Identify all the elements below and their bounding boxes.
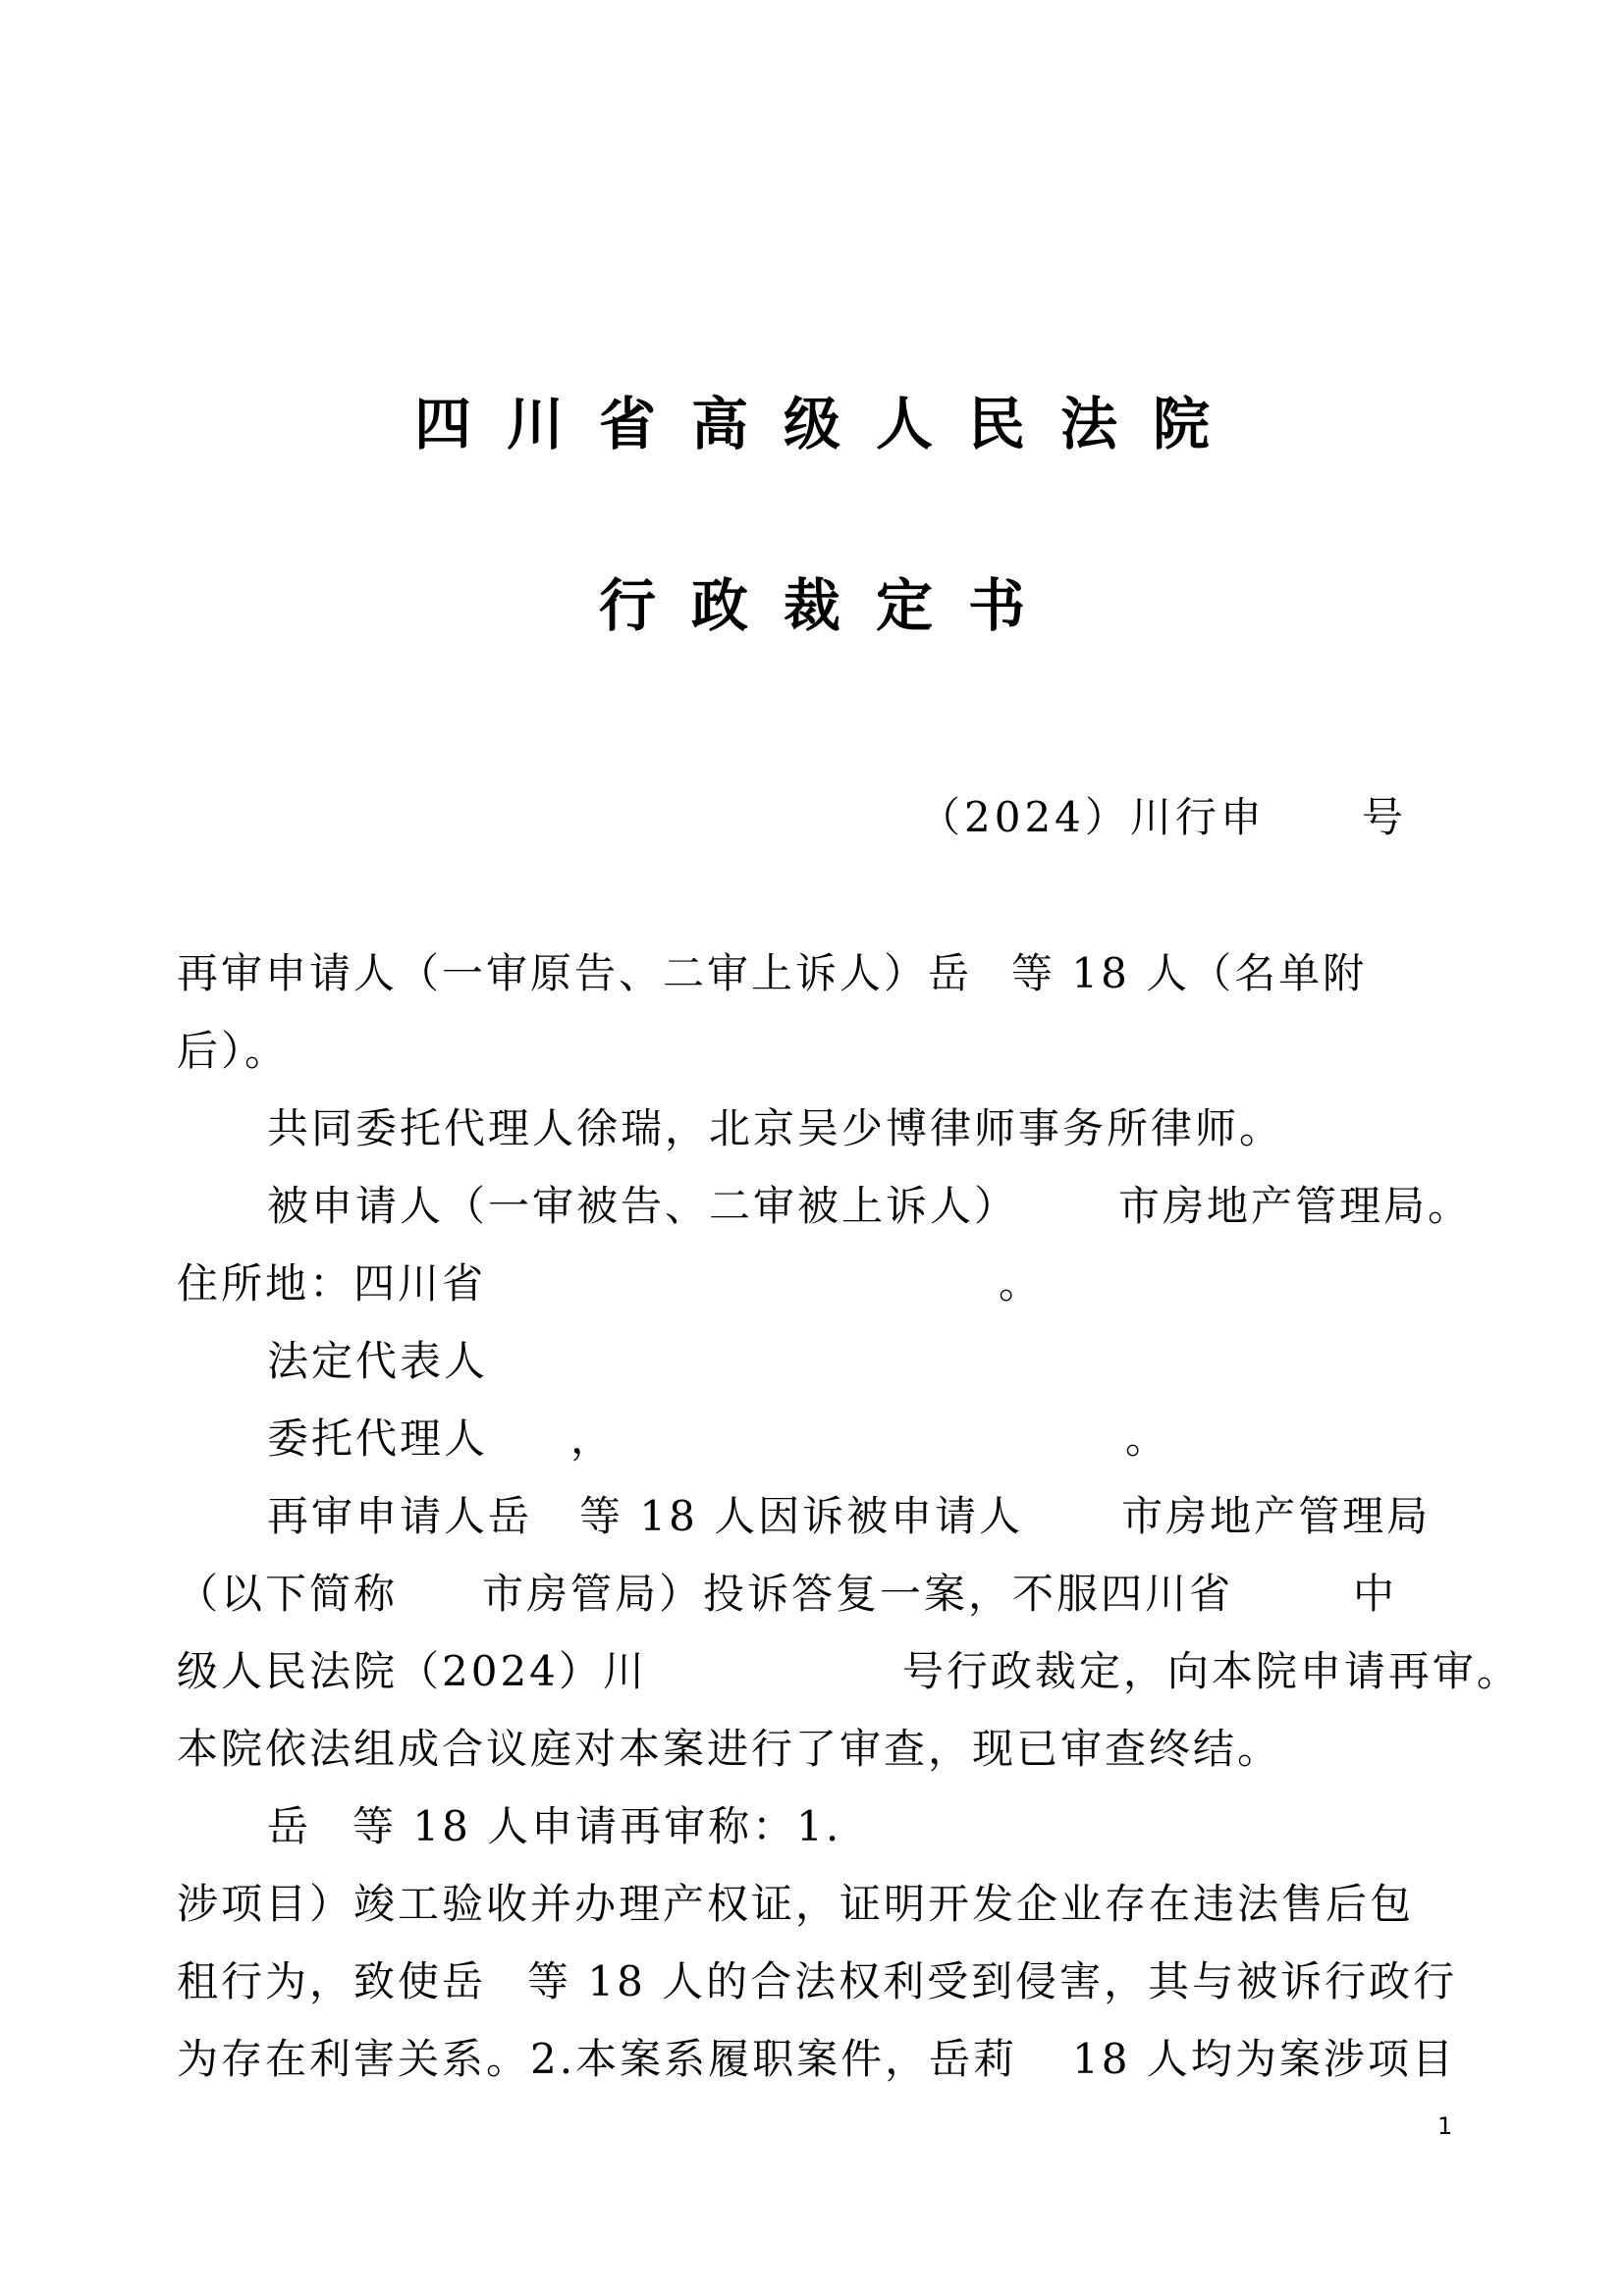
text-segment: 后）。 (177, 1027, 290, 1075)
text-segment: 岳 (267, 1802, 312, 1850)
case-number-prefix: （2024）川行申 (919, 793, 1266, 841)
case-number-suffix: 号 (1361, 793, 1407, 841)
text-segment: 级人民法院（2024）川 (177, 1647, 647, 1695)
paragraph-line (267, 1099, 1543, 1158)
text-segment: 再审申请人岳 (267, 1492, 533, 1540)
text-segment: 等 18 人（名单附 (1011, 949, 1368, 997)
text-segment: 市房管局）投诉答复一案，不服四川省 (482, 1570, 1234, 1618)
text-segment: 委托代理人 (267, 1415, 489, 1463)
paragraph-line (177, 1875, 1453, 1934)
paragraph-line (177, 1255, 1453, 1313)
text-segment: 共同委托代理人徐瑞，北京吴少博律师事务所律师。 (267, 1104, 1284, 1152)
case-number (919, 785, 1407, 844)
text-segment: 中 (1353, 1570, 1398, 1618)
paragraph-line (267, 1410, 1543, 1468)
document-type-heading: 行政裁定书 (598, 572, 1060, 639)
text-segment: 号行政裁定，向本院申请再审。 (901, 1647, 1521, 1695)
text-segment: 。 (999, 1259, 1044, 1308)
paragraph-line (177, 1642, 1521, 1701)
text-segment: 本院依法组成合议庭对本案进行了审查，现已审查终结。 (177, 1725, 1282, 1773)
paragraph-line (267, 1797, 1543, 1856)
text-segment: 。 (1125, 1415, 1170, 1463)
text-segment: 18 人均为案涉项目 (1072, 2035, 1456, 2083)
paragraph-line (177, 1720, 1453, 1779)
paragraph-line (177, 1952, 1458, 2011)
paragraph-line (177, 1565, 1453, 1624)
paragraph-line (267, 1487, 1543, 1546)
text-segment: 租行为，致使岳 (177, 1957, 487, 2005)
text-segment: 再审申请人（一审原告、二审上诉人）岳 (177, 949, 973, 997)
page-number: 1 (1437, 2112, 1453, 2140)
text-segment: 等 18 人因诉被申请人 (579, 1492, 1024, 1540)
text-segment: 为存在利害关系。2.本案系履职案件，岳莉 (177, 2035, 1018, 2083)
text-segment: 住所地：四川省 (177, 1259, 487, 1308)
paragraph-line (177, 2030, 1456, 2089)
text-segment: 涉项目）竣工验收并办理产权证，证明开发企业存在违法售后包 (177, 1880, 1415, 1928)
text-segment: （以下简称 (177, 1570, 399, 1618)
text-segment: 等 18 人申请再审称：1. (352, 1802, 842, 1850)
text-segment: 市房地产管理局。 (1118, 1182, 1473, 1230)
text-segment: 等 18 人的合法权利受到侵害，其与被诉行政行 (527, 1957, 1458, 2005)
paragraph-line (267, 1332, 1543, 1391)
paragraph-line (267, 1177, 1543, 1236)
text-segment: ， (570, 1415, 616, 1463)
court-name-heading: 四川省高级人民法院 (413, 391, 1245, 457)
paragraph-line (177, 1022, 1453, 1081)
text-segment: 市房地产管理局 (1121, 1492, 1432, 1540)
paragraph-line (177, 944, 1453, 1003)
text-segment: 法定代表人 (267, 1337, 489, 1385)
text-segment: 被申请人（一审被告、二审被上诉人） (267, 1182, 1019, 1230)
